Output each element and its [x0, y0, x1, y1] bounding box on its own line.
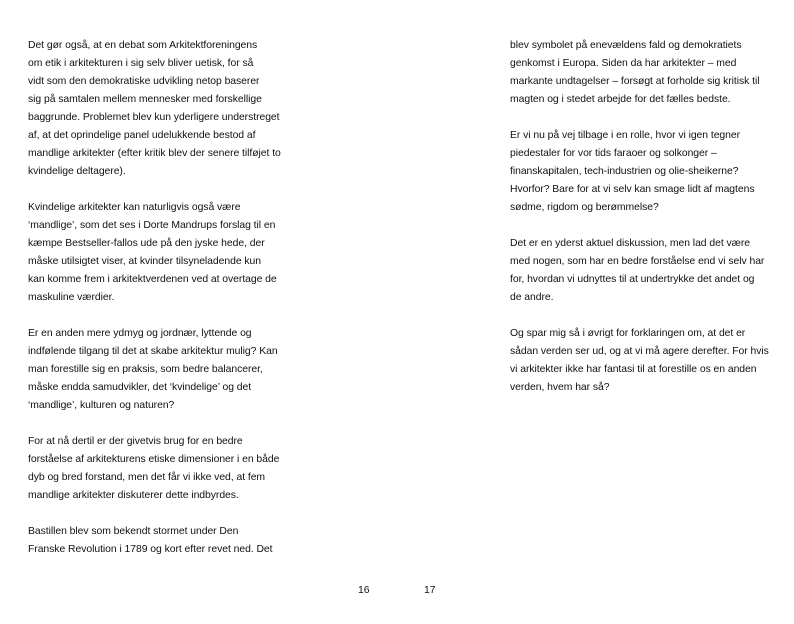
text-line: verden, hvem har så? — [510, 382, 610, 393]
page-number: 17 — [424, 585, 436, 596]
paragraph — [510, 127, 778, 217]
text-line: forståelse af arkitekturens etiske dimensioner i en både — [28, 454, 280, 465]
text-line: kvindelige deltagere). — [28, 166, 126, 177]
text-line: sødme, rigdom og berømmelse? — [510, 202, 659, 213]
text-line: kan komme frem i arkitektverdenen ved at overtage de — [28, 274, 277, 285]
paragraph — [510, 235, 778, 307]
text-line: blev symbolet på enevældens fald og demokratiets — [510, 40, 742, 51]
text-line: Kvindelige arkitekter kan naturligvis også være — [28, 202, 241, 213]
paragraph — [28, 523, 296, 559]
text-line: Franske Revolution i 1789 og kort efter revet ned. Det — [28, 544, 273, 555]
text-line: baggrunde. Problemet blev kun yderligere understreget — [28, 112, 280, 123]
text-line: med nogen, som har en bedre forståelse end vi selv har — [510, 256, 765, 267]
text-line: sig på samtalen mellem mennesker med forskellige — [28, 94, 262, 105]
text-line: maskuline værdier. — [28, 292, 115, 303]
text-line: magten og i stedet arbejde for det fælles bedste. — [510, 94, 731, 105]
text-line: Bastillen blev som bekendt stormet under Den — [28, 526, 239, 537]
text-line: Det gør også, at en debat som Arkitektforeningens — [28, 40, 258, 51]
paragraph — [28, 325, 296, 415]
text-line: måske endda samudvikler, det ‘kvindelige’ og det — [28, 382, 252, 393]
text-line: markante undtagelser – forsøgt at forholde sig kritisk til — [510, 76, 760, 87]
text-line: Hvorfor? Bare for at vi selv kan smage lidt af magtens — [510, 184, 755, 195]
text-line: måske utilsigtet viser, at kvinder tilsyneladende kun — [28, 256, 261, 267]
right-text-column — [510, 37, 778, 415]
text-line: finanskapitalen, tech-industrien og olie-sheikerne? — [510, 166, 739, 177]
paragraph — [28, 37, 296, 181]
text-line: Er en anden mere ydmyg og jordnær, lyttende og — [28, 328, 252, 339]
text-line: kæmpe Bestseller-fallos ude på den jyske hede, der — [28, 238, 265, 249]
text-line: om etik i arkitekturen i sig selv bliver uetisk, for så — [28, 58, 254, 69]
text-line: Og spar mig så i øvrigt for forklaringen om, at det er — [510, 328, 746, 339]
text-line: ‘mandlige’, kulturen og naturen? — [28, 400, 175, 411]
text-line: man forestille sig en praksis, som bedre balancerer, — [28, 364, 263, 375]
text-line: genkomst i Europa. Siden da har arkitekter – med — [510, 58, 737, 69]
text-line: for, hvordan vi udnyttes til at undertrykke det andet og — [510, 274, 755, 285]
text-line: vidt som den demokratiske udvikling netop baserer — [28, 76, 260, 87]
text-line: dyb og bred forstand, men det får vi ikke ved, at fem — [28, 472, 266, 483]
text-line: sådan verden ser ud, og at vi må agere derefter. For hvis — [510, 346, 769, 357]
paragraph — [28, 199, 296, 307]
left-text-column — [28, 37, 296, 577]
right-page — [397, 0, 794, 624]
text-line: mandlige arkitekter diskuterer dette indbyrdes. — [28, 490, 239, 501]
text-line: indfølende tilgang til det at skabe arkitektur mulig? Kan — [28, 346, 278, 357]
text-line: Det er en yderst aktuel diskussion, men lad det være — [510, 238, 750, 249]
text-line: de andre. — [510, 292, 554, 303]
text-line: For at nå dertil er der givetvis brug for en bedre — [28, 436, 243, 447]
text-line: vi arkitekter ikke har fantasi til at forestille os en anden — [510, 364, 757, 375]
text-line: ‘mandlige’, som det ses i Dorte Mandrups forslag til en — [28, 220, 276, 231]
text-line: af, at det oprindelige panel udelukkende bestod af — [28, 130, 256, 141]
text-line: Er vi nu på vej tilbage i en rolle, hvor vi igen tegner — [510, 130, 741, 141]
text-line: mandlige arkitekter (efter kritik blev der senere tilføjet to — [28, 148, 281, 159]
paragraph — [510, 37, 778, 109]
text-line: piedestaler for vor tids faraoer og solkonger – — [510, 148, 717, 159]
page-number: 16 — [358, 585, 370, 596]
paragraph — [510, 325, 778, 397]
paragraph — [28, 433, 296, 505]
